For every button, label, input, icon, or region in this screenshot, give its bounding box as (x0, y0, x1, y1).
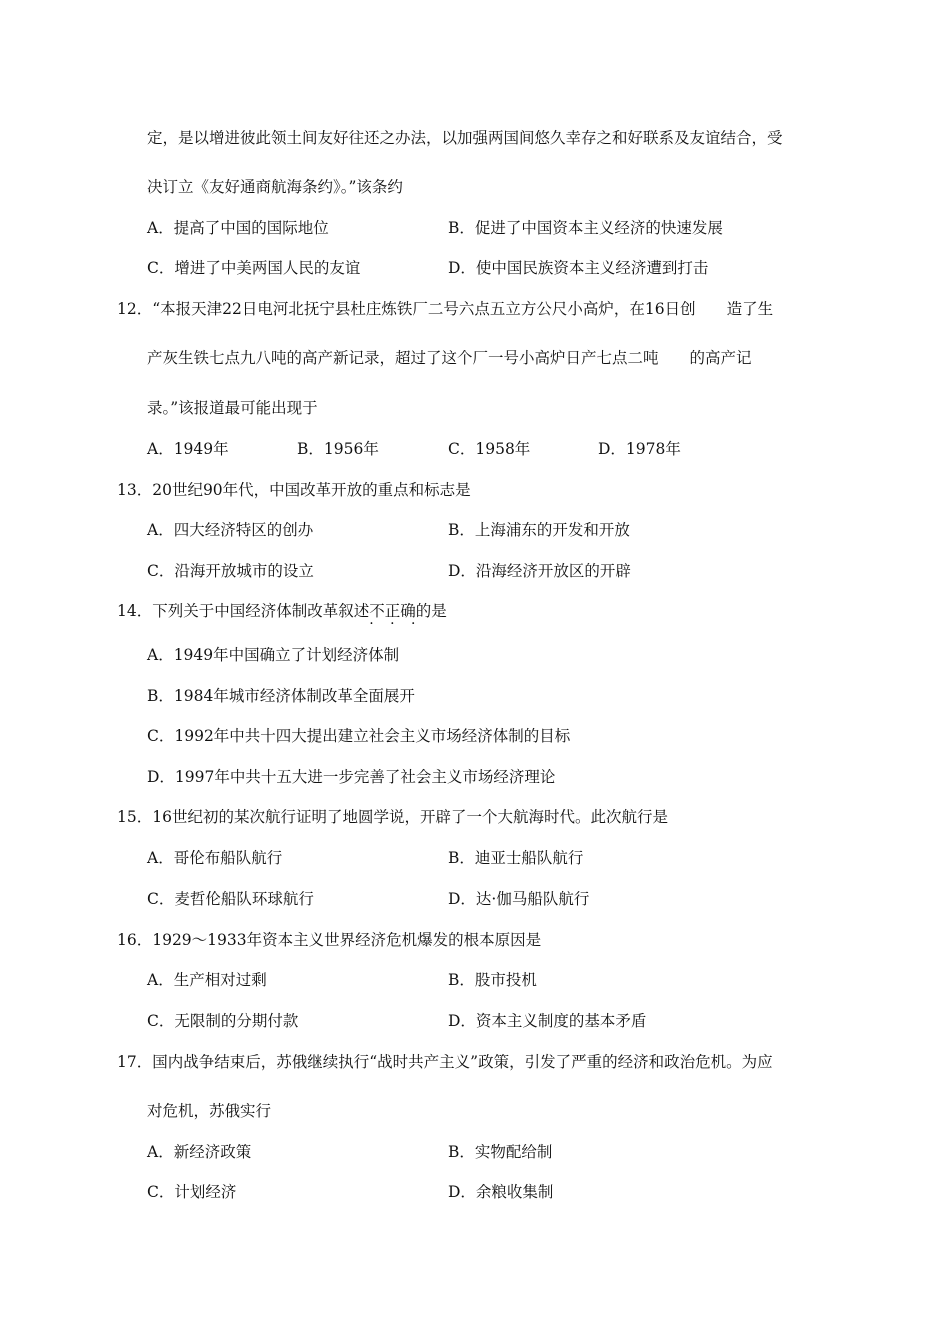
q12-stem-line1: 12．“本报天津22日电河北抚宁县杜庄炼铁厂二号六点五立方公尺小高炉，在16日创 造了生 (117, 300, 774, 318)
q14-stem (117, 601, 447, 621)
q16-option-d[interactable]: D．资本主义制度的基本矛盾 (448, 1012, 647, 1030)
q12-option-d[interactable]: D．1978年 (598, 440, 681, 458)
q14-option-b[interactable]: B．1984年城市经济体制改革全面展开 (147, 687, 415, 705)
q17-option-b[interactable]: B．实物配给制 (448, 1143, 553, 1161)
q12-stem-line3: 录。”该报道最可能出现于 (147, 399, 318, 417)
q14-emphasis-not-correct: 不正确 · · · (369, 602, 416, 620)
q17-option-a[interactable]: A．新经济政策 (147, 1143, 252, 1161)
q15-option-d[interactable]: D．达·伽马船队航行 (448, 890, 590, 908)
q13-option-a[interactable]: A．四大经济特区的创办 (147, 521, 314, 539)
q12-option-c[interactable]: C．1958年 (448, 440, 531, 458)
q14-option-d[interactable]: D．1997年中共十五大进一步完善了社会主义市场经济理论 (147, 768, 556, 786)
q15-option-b[interactable]: B．迪亚士船队航行 (448, 849, 584, 867)
q16-option-b[interactable]: B．股市投机 (448, 971, 537, 989)
q15-option-c[interactable]: C．麦哲伦船队环球航行 (147, 890, 314, 908)
q11-option-c[interactable]: C．增进了中美两国人民的友谊 (147, 259, 361, 277)
q14-option-a[interactable]: A．1949年中国确立了计划经济体制 (147, 646, 400, 664)
q16-stem: 16．1929～1933年资本主义世界经济危机爆发的根本原因是 (117, 931, 542, 949)
q12-option-b[interactable]: B．1956年 (297, 440, 379, 458)
q15-stem: 15．16世纪初的某次航行证明了地圆学说，开辟了一个大航海时代。此次航行是 (117, 808, 668, 826)
q12-stem-line2: 产灰生铁七点九八吨的高产新记录，超过了这个厂一号小高炉日产七点二吨 的高产记 (147, 349, 752, 367)
q17-option-c[interactable]: C．计划经济 (147, 1183, 237, 1201)
q11-text-line2: 决订立《友好通商航海条约》。”该条约 (147, 178, 403, 196)
q13-option-b[interactable]: B．上海浦东的开发和开放 (448, 521, 630, 539)
q16-option-c[interactable]: C．无限制的分期付款 (147, 1012, 299, 1030)
q17-option-d[interactable]: D．余粮收集制 (448, 1183, 554, 1201)
q11-option-a[interactable]: A．提高了中国的国际地位 (147, 219, 329, 237)
q13-option-c[interactable]: C．沿海开放城市的设立 (147, 562, 314, 580)
q14-option-c[interactable]: C．1992年中共十四大提出建立社会主义市场经济体制的目标 (147, 727, 571, 745)
q14-stem-part1: 14．下列关于中国经济体制改革叙述 (117, 602, 370, 620)
q14-stem-part3: 的是 (415, 602, 447, 620)
q11-option-b[interactable]: B．促进了中国资本主义经济的快速发展 (448, 219, 723, 237)
q13-stem: 13．20世纪90年代，中国改革开放的重点和标志是 (117, 481, 471, 499)
q12-option-a[interactable]: A．1949年 (147, 440, 229, 458)
q11-option-d[interactable]: D．使中国民族资本主义经济遭到打击 (448, 259, 709, 277)
q17-stem-line1: 17．国内战争结束后，苏俄继续执行“战时共产主义”政策，引发了严重的经济和政治危机。为应 (117, 1053, 773, 1071)
q16-option-a[interactable]: A．生产相对过剩 (147, 971, 267, 989)
q17-stem-line2: 对危机，苏俄实行 (147, 1102, 272, 1120)
q13-option-d[interactable]: D．沿海经济开放区的开辟 (448, 562, 631, 580)
q11-text-line1: 定，是以增进彼此领土间友好往还之办法，以加强两国间悠久幸存之和好联系及友谊结合，受 (147, 129, 783, 147)
q15-option-a[interactable]: A．哥伦布船队航行 (147, 849, 283, 867)
